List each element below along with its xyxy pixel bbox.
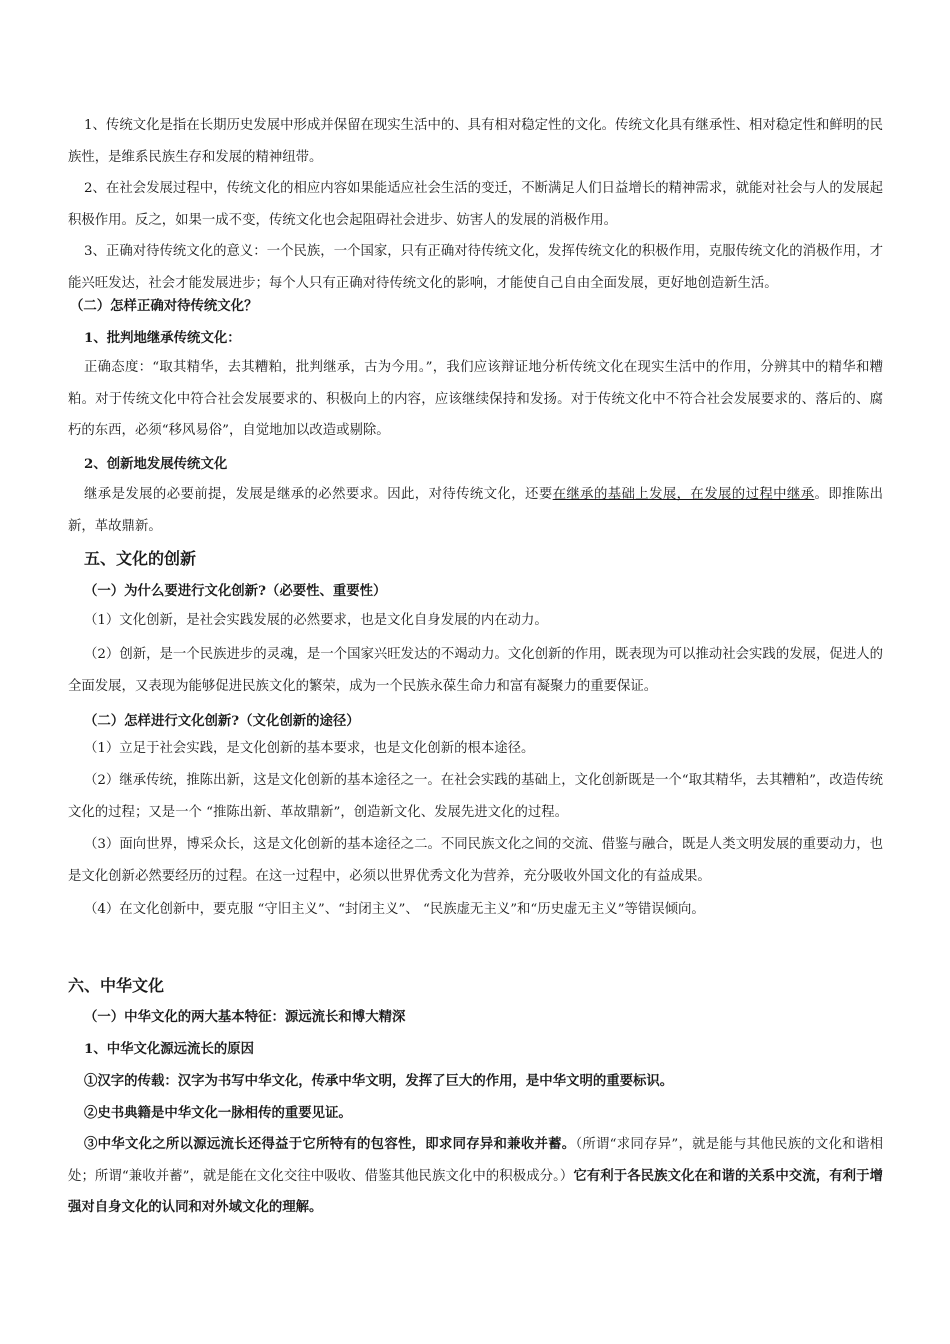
paragraph-correct-attitude: 正确态度：“取其精华，去其糟粕，批判继承，古为今用。”，我们应该辩证地分析传统文化在现实生活中的作用，分辨其中的精华和糟粕。对于传统文化中符合社会发展要求的、积极向上的内容，应该继续保持和发扬。对于传统文化中不符合社会发展要求的、落后的、腐朽的东西，必须“移风易俗”，自觉地加以改造或剔除。 [68,360,883,438]
paragraph-traditional-culture-definition: 1、传统文化是指在长期历史发展中形成并保留在现实生活中的、具有相对稳定性的文化。传统文化具有继承性、相对稳定性和鲜明的民族性，是维系民族生存和发展的精神纽带。 [68,118,883,165]
paragraph-overcome-wrong-tendencies: （4）在文化创新中，要克服 “守旧主义”、“封闭主义”、 “民族虚无主义”和“历史虚无主义”等错误倾向。 [84,902,705,917]
section-heading-cultural-innovation: 五、文化的创新 [84,549,197,568]
section-heading-chinese-culture: 六、中华文化 [68,976,165,995]
paragraph-inclusiveness: ③中华文化之所以源远流长还得益于它所特有的包容性，即求同存异和兼收并蓄。（所谓“求同存异”，就是能与其他民族的文化和谐相处；所谓“兼收并蓄”，就是能在文化交往中吸收、借鉴其他民族文化中的积极成分。）它有利于各民族文化在和谐的关系中交流，有利于增强对自身文化的认同和对外域文化的理解。 [68,1136,883,1215]
heading-two-basic-features: （一）中华文化的两大基本特征：源远流长和博大精深 [84,1009,406,1025]
paragraph-inherit-and-develop: 继承是发展的必要前提，发展是继承的必然要求。因此，对待传统文化，还要在继承的基础上发展，在发展的过程中继承。即推陈出新，革故鼎新。 [68,487,884,534]
heading-why-cultural-innovation: （一）为什么要进行文化创新?（必要性、重要性） [84,583,387,599]
paragraph-traditional-culture-significance: 3、正确对待传统文化的意义：一个民族，一个国家，只有正确对待传统文化，发挥传统文化的积极作用，克服传统文化的消极作用，才能兴旺发达，社会才能发展进步；每个人只有正确对待传统文化的影响，才能使自己自由全面发展，更好地创造新生活。 [68,244,883,291]
paragraph-face-the-world: （3）面向世界，博采众长，这是文化创新的基本途径之二。不同民族文化之间的交流、借鉴与融合，既是人类文明发展的重要动力，也是文化创新必然要经历的过程。在这一过程中，必须以世界优秀文化为营养，充分吸收外国文化的有益成果。 [68,837,883,884]
heading-critical-inheritance: 1、批判地继承传统文化： [84,330,241,346]
underlined-phrase: 在继承的基础上发展，在发展的过程中继承 [552,487,815,502]
paragraph-chinese-characters: ①汉字的传载：汉字为书写中华文化，传承中华文明，发挥了巨大的作用，是中华文明的重要标识。 [84,1073,674,1089]
heading-reasons-long-history: 1、中华文化源远流长的原因 [84,1041,255,1057]
paragraph-social-practice: （1）立足于社会实践，是文化创新的基本要求，也是文化创新的根本途径。 [84,741,535,756]
paragraph-innovation-soul: （2）创新，是一个民族进步的灵魂，是一个国家兴旺发达的不竭动力。文化创新的作用，既表现为可以推动社会实践的发展，促进人的全面发展，又表现为能够促进民族文化的繁荣，成为一个民族永葆生命力和富有凝聚力的重要保证。 [68,647,883,694]
heading-how-to-treat-traditional-culture: （二）怎样正确对待传统文化？ [70,298,258,314]
heading-innovative-development: 2、创新地发展传统文化 [84,456,228,472]
paragraph-innovation-requirement: （1）文化创新，是社会实践发展的必然要求，也是文化自身发展的内在动力。 [84,613,548,628]
paragraph-traditional-culture-role: 2、在社会发展过程中，传统文化的相应内容如果能适应社会生活的变迁，不断满足人们日益增长的精神需求，就能对社会与人的发展起积极作用。反之，如果一成不变，传统文化也会起阻碍社会进步、妨害人的发展的消极作用。 [68,181,883,228]
paragraph-historical-books: ②史书典籍是中华文化一脉相传的重要见证。 [84,1105,352,1121]
paragraph-inherit-tradition: （2）继承传统，推陈出新，这是文化创新的基本途径之一。在社会实践的基础上，文化创新既是一个“取其精华，去其糟粕”，改造传统文化的过程；又是一个 “推陈出新、革故鼎新”，创造新文化、发展先进文化的过程。 [68,773,883,820]
heading-how-cultural-innovation: （二）怎样进行文化创新?（文化创新的途径） [84,713,360,729]
